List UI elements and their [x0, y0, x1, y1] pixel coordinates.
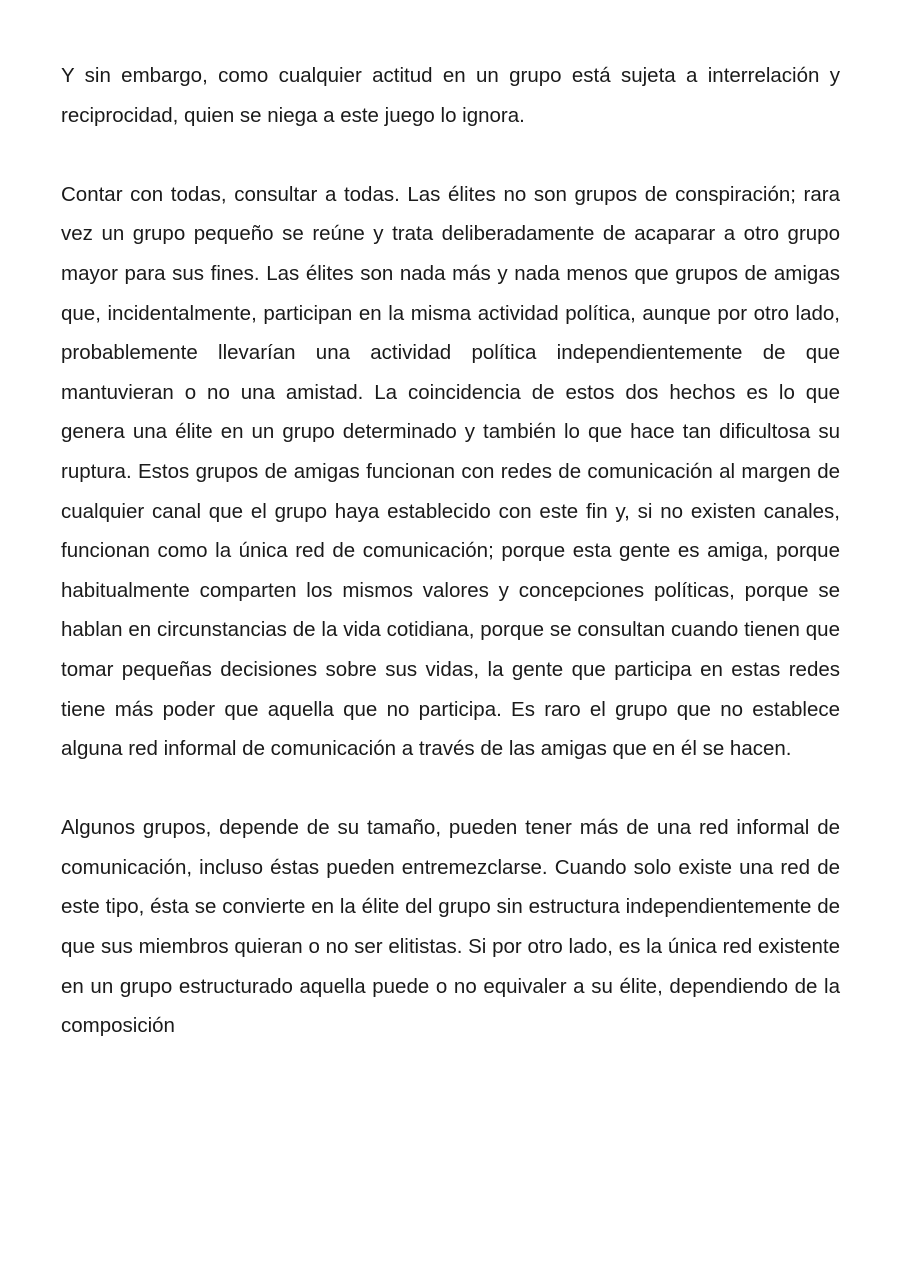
paragraph-3: Algunos grupos, depende de su tamaño, pueden tener más de una red informal de comunicación, incluso éstas pueden entremezclarse. Cuando solo existe una red de este tipo, ésta se convierte en la élite del grupo sin estructura independientemente de que sus miembros quieran o no ser elitistas. Si por otro lado, es la única red existente en un grupo estructurado aquella puede o no equivaler a su élite, dependiendo de la composición: [61, 816, 840, 1038]
document-body: [61, 56, 840, 1046]
paragraph-2: Contar con todas, consultar a todas. Las élites no son grupos de conspiración; rara vez un grupo pequeño se reúne y trata deliberadamente de acaparar a otro grupo mayor para sus fines. Las élites son nada más y nada menos que grupos de amigas que, incidentalmente, participan en la misma actividad política, aunque por otro lado, probablemente llevarían una actividad política independientemente de que mantuvieran o no una amistad. La coincidencia de estos dos hechos es lo que genera una élite en un grupo determinado y también lo que hace tan dificultosa su ruptura. Estos grupos de amigas funcionan con redes de comunicación al margen de cualquier canal que el grupo haya establecido con este fin y, si no existen canales, funcionan como la única red de comunicación; porque esta gente es amiga, porque habitualmente comparten los mismos valores y concepciones políticas, porque se hablan en circunstancias de la vida cotidiana, porque se consultan cuando tienen que tomar pequeñas decisiones sobre sus vidas, la gente que participa en estas redes tiene más poder que aquella que no participa. Es raro el grupo que no establece alguna red informal de comunicación a través de las amigas que en él se hacen.: [61, 182, 840, 761]
paragraph-1: Y sin embargo, como cualquier actitud en un grupo está sujeta a interrelación y reciprocidad, quien se niega a este juego lo ignora.: [61, 64, 840, 127]
